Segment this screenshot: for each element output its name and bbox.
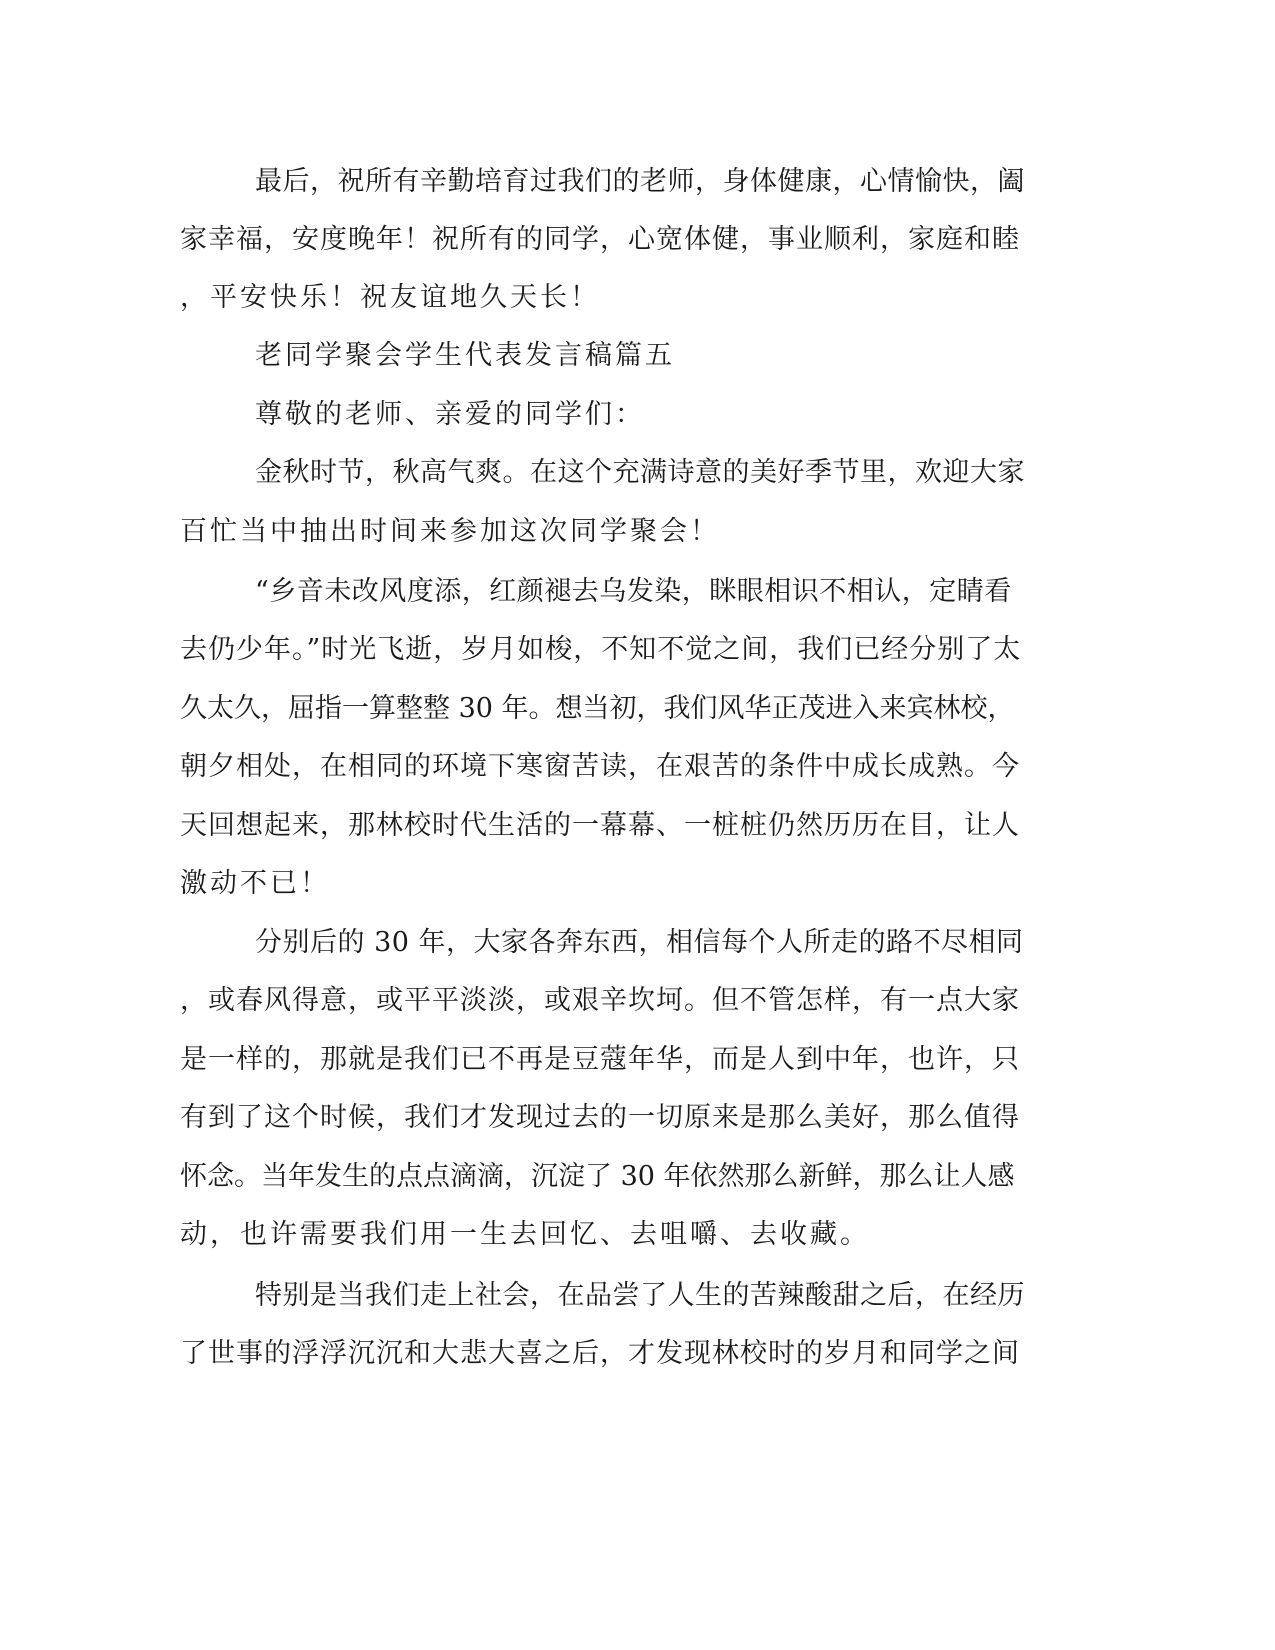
text-line: ，或春风得意，或平平淡淡，或艰辛坎坷。但不管怎样，有一点大家 xyxy=(180,985,1020,1016)
text-line: 激动不已！ xyxy=(180,868,330,899)
text-line: 是一样的，那就是我们已不再是豆蔻年华，而是人到中年，也许，只 xyxy=(180,1044,1020,1075)
text-line: 朝夕相处，在相同的环境下寒窗苦读，在艰苦的条件中成长成熟。今 xyxy=(180,751,1020,782)
text-line: 久太久，屈指一算整整 30 年。想当初，我们风华正茂进入来宾林校， xyxy=(180,693,1015,724)
text-line: 分别后的 30 年，大家各奔东西，相信每个人所走的路不尽相同 xyxy=(255,927,1024,958)
text-line: 去仍少年。”时光飞逝，岁月如梭，不知不觉之间，我们已经分别了太 xyxy=(180,634,1022,665)
text-line: 特别是当我们走上社会，在品尝了人生的苦辣酸甜之后，在经历 xyxy=(255,1280,1025,1311)
text-line: 天回想起来，那林校时代生活的一幕幕、一桩桩仍然历历在目，让人 xyxy=(180,810,1020,841)
text-line: 百忙当中抽出时间来参加这次同学聚会！ xyxy=(180,516,720,547)
text-line: “乡音未改风度添，红颜褪去乌发染，眯眼相识不相认，定睛看 xyxy=(255,576,1012,607)
text-line: 金秋时节，秋高气爽。在这个充满诗意的美好季节里，欢迎大家 xyxy=(255,457,1025,488)
text-line: 动，也许需要我们用一生去回忆、去咀嚼、去收藏。 xyxy=(180,1219,870,1250)
text-line: 了世事的浮浮沉沉和大悲大喜之后，才发现林校时的岁月和同学之间 xyxy=(180,1338,1020,1369)
section-heading: 老同学聚会学生代表发言稿篇五 xyxy=(255,340,675,371)
text-line: 怀念。当年发生的点点滴滴，沉淀了 30 年依然那么新鲜，那么让人感 xyxy=(180,1161,1015,1192)
text-line: ，平安快乐！祝友谊地久天长！ xyxy=(180,282,600,313)
text-line: 家幸福，安度晚年！祝所有的同学，心宽体健，事业顺利，家庭和睦 xyxy=(180,224,1020,255)
salutation: 尊敬的老师、亲爱的同学们： xyxy=(255,399,645,430)
text-line: 最后，祝所有辛勤培育过我们的老师，身体健康，心情愉快，阖 xyxy=(255,166,1025,197)
text-line: 有到了这个时候，我们才发现过去的一切原来是那么美好，那么值得 xyxy=(180,1102,1020,1133)
